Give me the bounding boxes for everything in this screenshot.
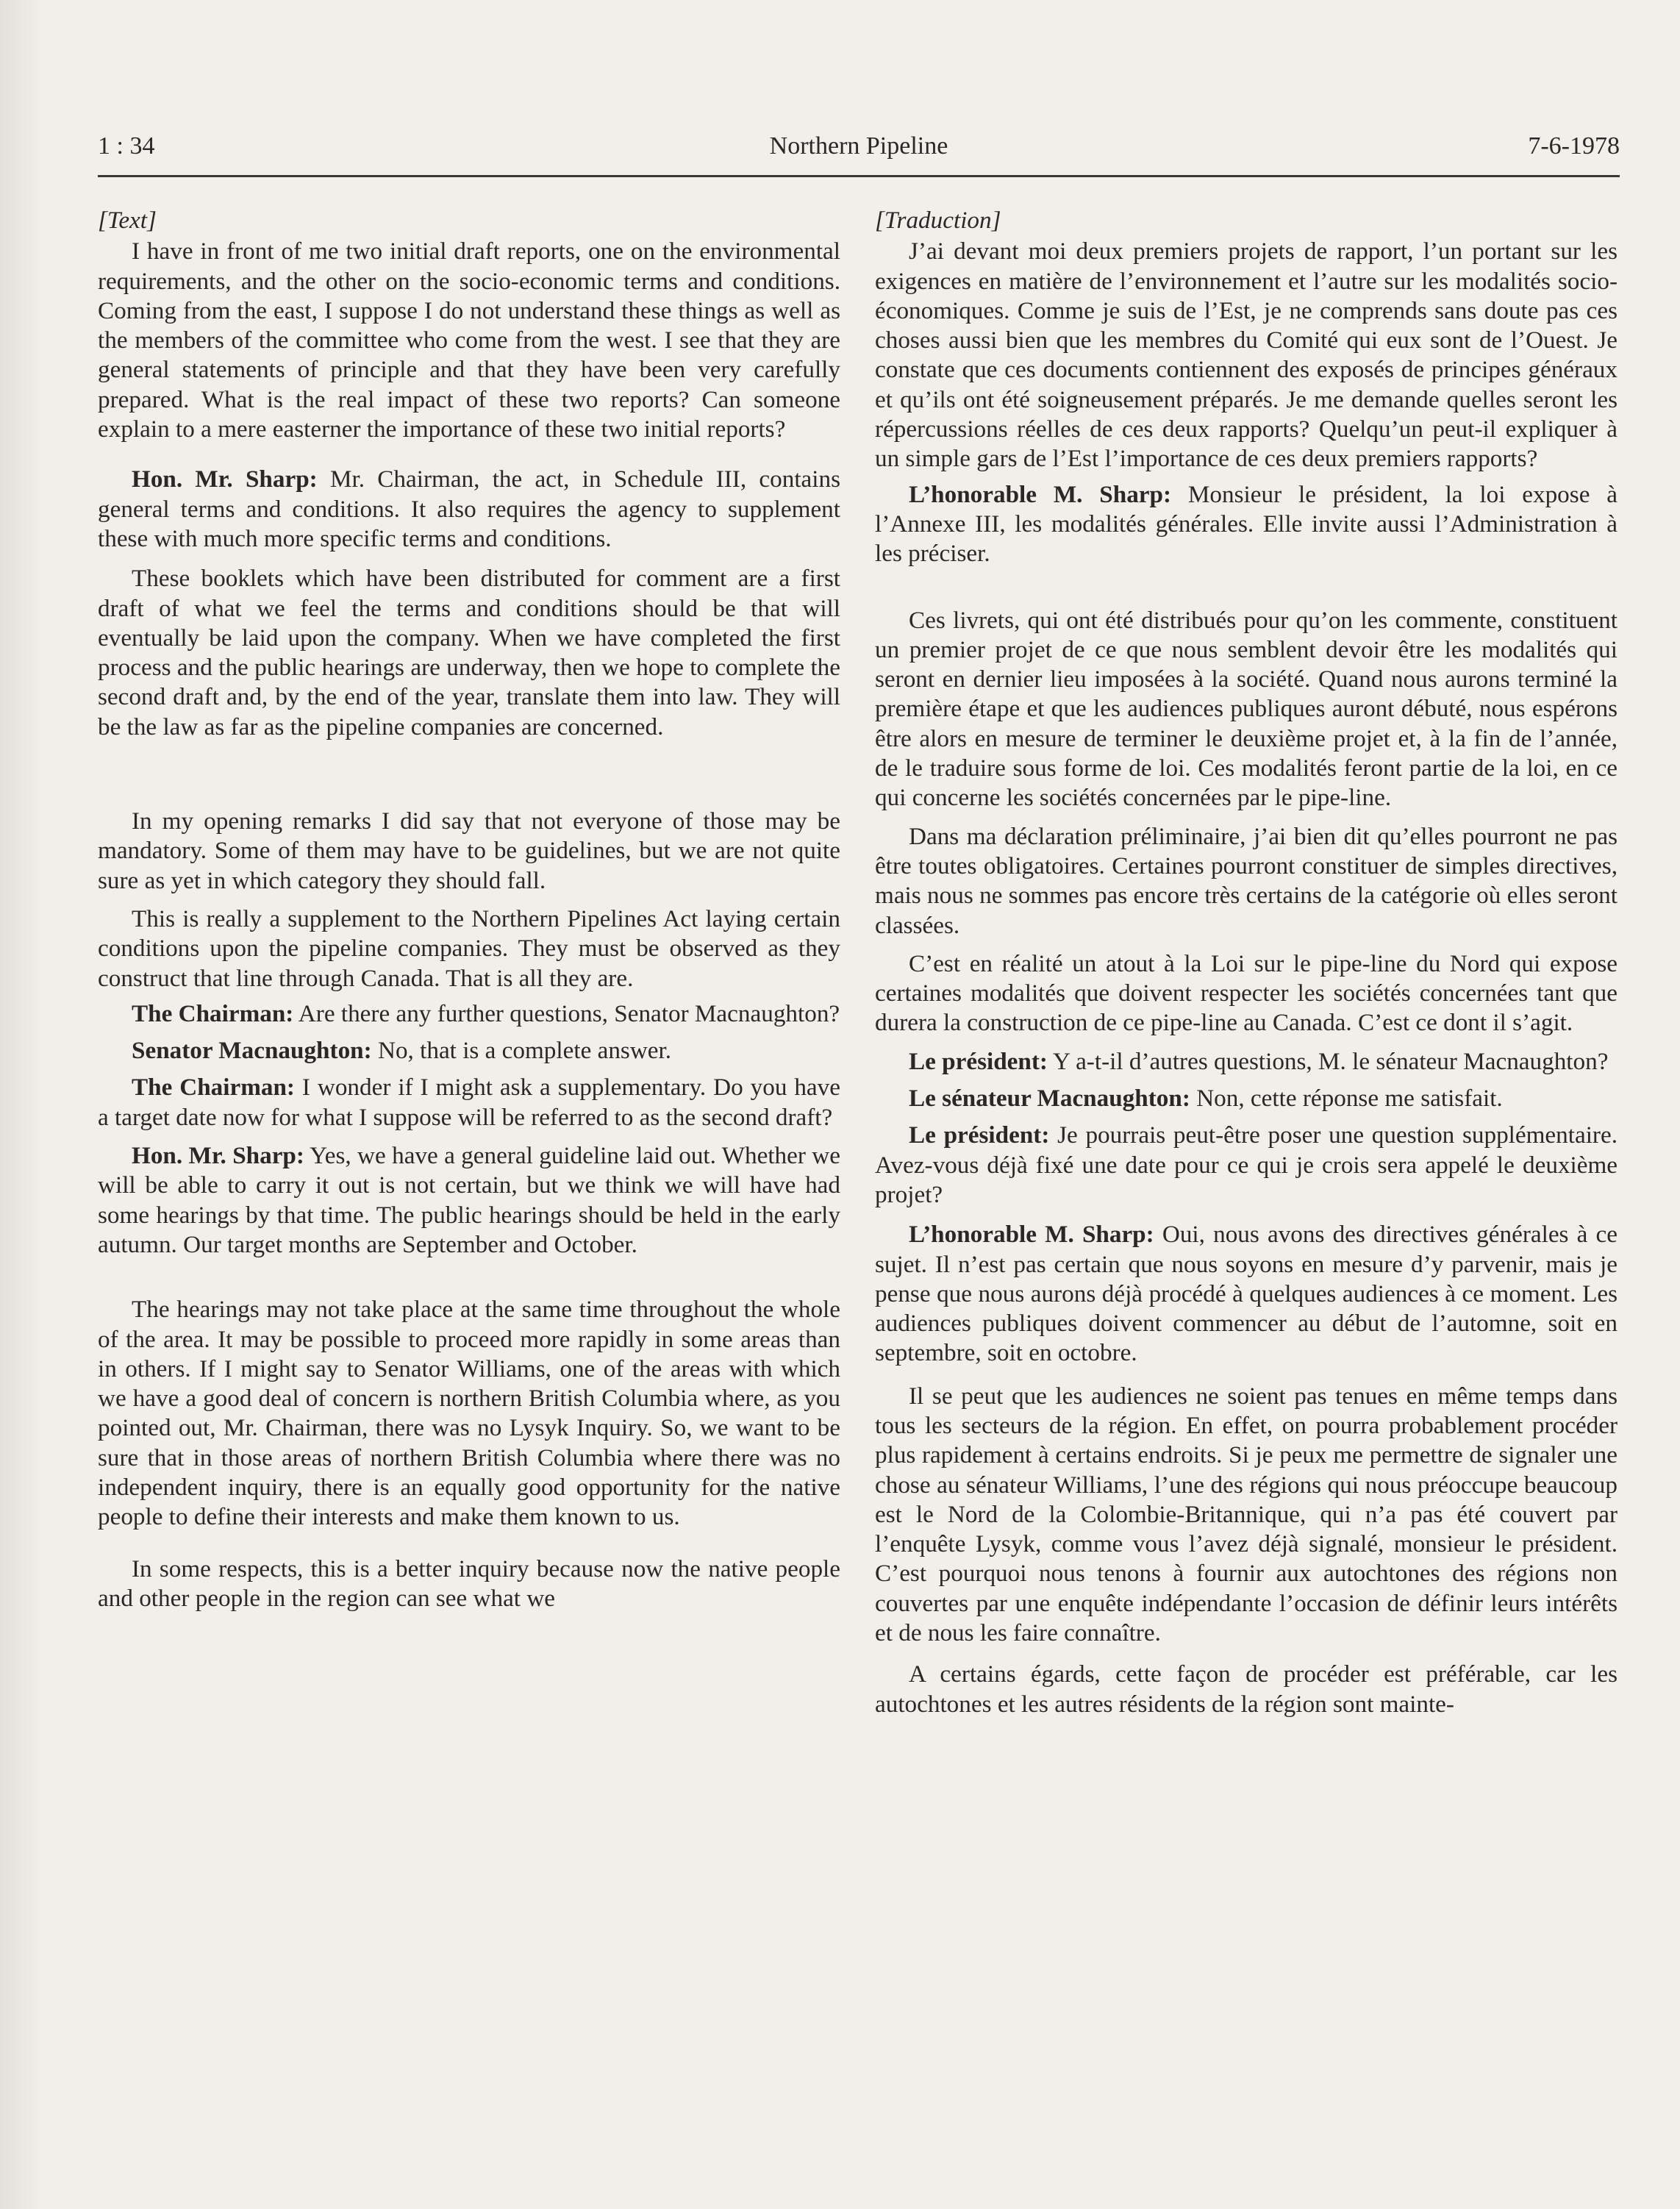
paragraph: Ces livrets, qui ont été distribués pour qu’on les commente, constituent un premier projet de ce que nous semblent devoir être les modalités qui seront en dernier lieu imposées à la société. Quand nous aurons terminé la première étape et que les audiences publiques auront débuté, nous espérons être alors en mesure de terminer le deuxième projet et, à la fin de l’année, de le traduire sous forme de loi. Ces modalités feront partie de la loi, en ce qui concerne les sociétés concernées par le pipe-line. bbox=[875, 606, 1618, 812]
paragraph: The Chairman: I wonder if I might ask a supplementary. Do you have a target date now for what I suppose will be referred to as the second draft? bbox=[98, 1074, 840, 1131]
paragraph: I have in front of me two initial draft reports, one on the environmental requirements, and the other on the socio-economic terms and conditions. Coming from the east, I suppose I do not understand these things as well as the members of the committee who come from the west. I see that they are general statements of principle and that they have been very carefully prepared. What is the real impact of these two reports? Can someone explain to a mere easterner the importance of these two initial reports? bbox=[98, 238, 840, 443]
speaker-name: Le président: bbox=[909, 1121, 1050, 1149]
paragraph: Le président: Y a-t-il d’autres questions, M. le sénateur Macnaughton? bbox=[909, 1047, 1609, 1075]
speaker-name: Senator Macnaughton: bbox=[132, 1037, 372, 1065]
header-rule bbox=[98, 175, 1620, 177]
paragraph: Le président: Je pourrais peut-être poser une question supplémentaire. Avez-vous déjà fixé une date pour ce qui je crois sera appelé le deuxième projet? bbox=[875, 1121, 1618, 1208]
french-column bbox=[875, 206, 1618, 1719]
paragraph: Dans ma déclaration préliminaire, j’ai bien dit qu’elles pourront ne pas être toutes obligatoires. Certaines pourront constituer de simples directives, mais nous ne sommes pas encore très certains de la catégorie où elles seront classées. bbox=[875, 822, 1618, 939]
paragraph: Senator Macnaughton: No, that is a complete answer. bbox=[132, 1037, 672, 1065]
column-label: [Traduction] bbox=[875, 207, 1001, 234]
paragraph: The Chairman: Are there any further questions, Senator Macnaughton? bbox=[132, 999, 840, 1027]
paragraph: This is really a supplement to the Northern Pipelines Act laying certain conditions upon the pipeline companies. They must be observed as they construct that line through Canada. That is all they are. bbox=[98, 904, 840, 992]
paragraph: In some respects, this is a better inquiry because now the native people and other people in the region can see what we bbox=[98, 1555, 840, 1612]
paragraph: L’honorable M. Sharp: Oui, nous avons des directives générales à ce sujet. Il n’est pas certain que nous soyons en mesure d’y parvenir, mais je pense que nous aurons déjà procédé à quelques audiences à ce moment. Les audiences publiques doivent commencer au début de l’automne, soit en septembre, soit en octobre. bbox=[875, 1221, 1618, 1367]
page-number: 1 : 34 bbox=[98, 132, 155, 160]
paragraph: Le sénateur Macnaughton: Non, cette réponse me satisfait. bbox=[909, 1085, 1503, 1113]
paragraph: A certains égards, cette façon de procéder est préférable, car les autochtones et les autres résidents de la région sont mainte- bbox=[875, 1660, 1618, 1718]
speaker-name: L’honorable M. Sharp: bbox=[909, 1221, 1154, 1249]
paragraph: These booklets which have been distributed for comment are a first draft of what we feel the terms and conditions should be that will eventually be laid upon the company. When we have completed the first process and the public hearings are underway, then we hope to complete the second draft and, by the end of the year, translate them into law. They will be the law as far as the pipeline companies are concerned. bbox=[98, 565, 840, 741]
speaker-name: Hon. Mr. Sharp: bbox=[132, 1142, 304, 1170]
speaker-name: Le sénateur Macnaughton: bbox=[909, 1085, 1190, 1113]
paragraph: Hon. Mr. Sharp: Mr. Chairman, the act, in Schedule III, contains general terms and conditions. It also requires the agency to supplement these with much more specific terms and conditions. bbox=[98, 465, 841, 552]
paragraph: C’est en réalité un atout à la Loi sur le pipe-line du Nord qui expose certaines modalités que doivent respecter les sociétés concernées tant que durera la construction de ce pipe-line au Canada. C’est ce dont il s’agit. bbox=[875, 949, 1618, 1037]
speaker-name: Le président: bbox=[909, 1047, 1048, 1075]
running-title: Northern Pipeline bbox=[769, 132, 948, 160]
speaker-name: The Chairman: bbox=[132, 1074, 295, 1102]
column-label: [Text] bbox=[98, 207, 157, 234]
speaker-name: L’honorable M. Sharp: bbox=[909, 480, 1172, 508]
speaker-name: The Chairman: bbox=[132, 999, 294, 1027]
paragraph: Il se peut que les audiences ne soient pas tenues en même temps dans tous les secteurs de la région. En effet, on pourra probablement procéder plus rapidement à certains endroits. Si je peux me permettre de signaler une chose au sénateur Williams, l’une des régions qui nous préoccupe beaucoup est le Nord de la Colombie-Britannique, qui n’a pas été couvert par l’enquête Lysyk, comme vous l’avez déjà signalé, monsieur le président. C’est pourquoi nous tenons à fournir aux autochtones des régions non couvertes par une enquête indépendante l’occasion de définir leurs intérêts et de nous les faire connaître. bbox=[875, 1382, 1618, 1647]
paragraph: L’honorable M. Sharp: Monsieur le président, la loi expose à l’Annexe III, les modalités générales. Elle invite aussi l’Administration à les préciser. bbox=[875, 480, 1618, 568]
page-date: 7-6-1978 bbox=[1528, 132, 1620, 160]
speaker-name: Hon. Mr. Sharp: bbox=[132, 465, 318, 493]
paragraph: In my opening remarks I did say that not everyone of those may be mandatory. Some of them may have to be guidelines, but we are not quite sure as yet in which category they should fall. bbox=[98, 807, 840, 894]
english-column bbox=[98, 206, 840, 1613]
paragraph: Hon. Mr. Sharp: Yes, we have a general guideline laid out. Whether we will be able to carry it out is not certain, but we think we will have had some hearings by that time. The public hearings should be held in the early autumn. Our target months are September and October. bbox=[98, 1142, 840, 1258]
paragraph: The hearings may not take place at the same time throughout the whole of the area. It may be possible to proceed more rapidly in some areas than in others. If I might say to Senator Williams, one of the areas with which we have a good deal of concern is northern British Columbia where, as you pointed out, Mr. Chairman, there was no Lysyk Inquiry. So, we want to be sure that in those areas of northern British Columbia where there was no independent inquiry, there is an equally good opportunity for the native people to define their interests and make them known to us. bbox=[98, 1296, 840, 1531]
page-header bbox=[98, 132, 1620, 176]
paragraph: J’ai devant moi deux premiers projets de rapport, l’un portant sur les exigences en matière de l’environnement et l’autre sur les modalités socio-économiques. Comme je suis de l’Est, je ne comprends sans doute pas ces choses aussi bien que les membres du Comité qui eux sont de l’Ouest. Je constate que ces documents contiennent des exposés de principes généraux et qu’ils ont été soigneusement préparés. Je me demande quelles seront les répercussions réelles de ces deux rapports? Quelqu’un peut-il expliquer à un simple gars de l’Est l’importance de ces deux premiers rapports? bbox=[875, 238, 1618, 473]
page-edge-shadow bbox=[0, 0, 44, 2209]
